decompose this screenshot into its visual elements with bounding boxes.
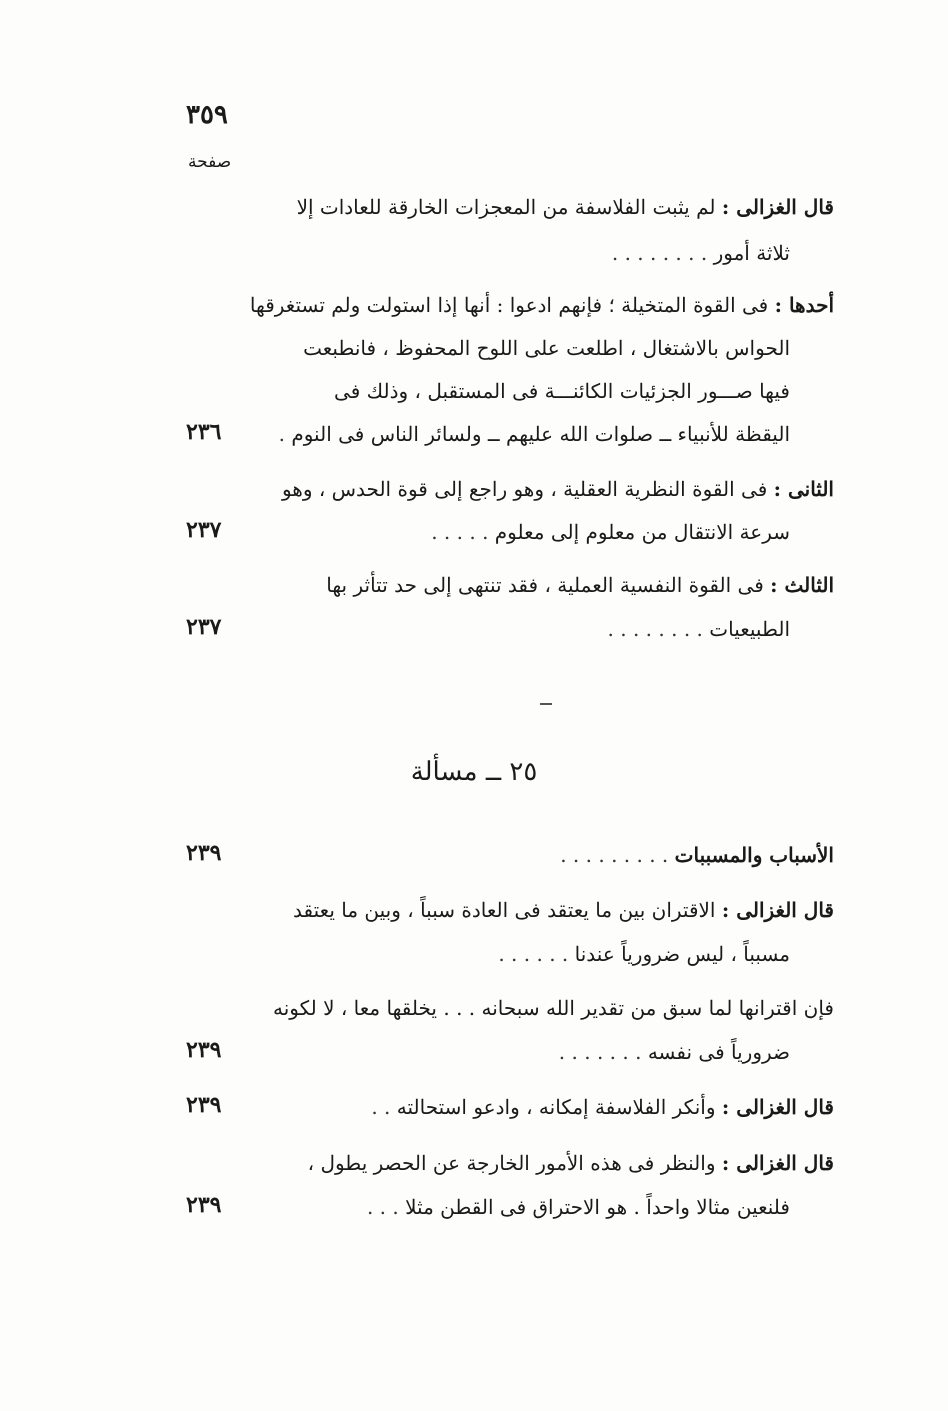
- entry-line: [270, 1037, 790, 1067]
- leader-dots: . . . . .: [431, 520, 489, 544]
- entry-line: [270, 376, 790, 406]
- entry-text: الطبيعيات: [709, 617, 790, 641]
- leader-dots: . . . . . . . .: [607, 617, 703, 641]
- page-column-label: صفحة: [188, 152, 232, 172]
- entry-line: [270, 570, 834, 600]
- entry-text: فلنعين مثالا واحداً . هو الاحتراق فى القطن مثلا: [405, 1195, 790, 1219]
- leader-dots: . . .: [366, 1195, 399, 1219]
- entry-line: [270, 993, 834, 1023]
- entry-text: سرعة الانتقال من معلوم إلى معلوم: [494, 520, 790, 544]
- leader-dots: . .: [371, 1095, 391, 1119]
- entry-text: اليقظة للأنبياء ــ صلوات الله عليهم ــ ولسائر الناس فى النوم: [291, 422, 790, 446]
- entry-lead: أحدها :: [774, 293, 834, 317]
- leader-dots: .: [278, 422, 285, 446]
- entry-lead: قال الغزالى :: [721, 1151, 834, 1175]
- entry-lead: قال الغزالى :: [721, 1095, 834, 1119]
- entry-line: [270, 1192, 790, 1222]
- entry-line: [270, 419, 790, 449]
- leader-dots: . . . . . .: [498, 942, 569, 966]
- page-reference: ٢٣٩: [186, 1192, 222, 1218]
- entry-lead: قال الغزالى :: [721, 898, 834, 922]
- entry-text: الاقتران بين ما يعتقد فى العادة سبباً ، وبين ما يعتقد: [293, 898, 716, 922]
- entry-lead: الأسباب والمسببات: [674, 843, 834, 867]
- entry-lead: الثانى :: [773, 477, 834, 501]
- entry-text: لم يثبت الفلاسفة من المعجزات الخارقة للعادات إلا: [296, 195, 716, 219]
- entry-line: [270, 238, 790, 268]
- page-reference: ٢٣٧: [186, 614, 222, 640]
- page-reference: ٢٣٩: [186, 1037, 222, 1063]
- entry-line: [270, 895, 834, 925]
- entry-line: [270, 474, 834, 504]
- page-reference: ٢٣٧: [186, 517, 222, 543]
- entry-text: فإن اقترانها لما سبق من تقدير الله سبحانه . . . يخلقها معا ، لا لكونه: [272, 996, 834, 1020]
- entry-text: الحواس بالاشتغال ، اطلعت على اللوح المحفوظ ، فانطبعت: [303, 336, 790, 360]
- page-reference: ٢٣٦: [186, 419, 222, 445]
- entry-lead: قال الغزالى :: [721, 195, 834, 219]
- chapter-heading: ٢٥ ــ مسألة: [410, 757, 538, 787]
- entry-line: [249, 290, 834, 320]
- entry-text: فيها صـــور الجزئيات الكائنـــة فى المستقبل ، وذلك فى: [334, 379, 790, 403]
- entry-line: [270, 840, 834, 870]
- leader-dots: . . . . . . . . .: [560, 843, 669, 867]
- entry-text: ثلاثة أمور: [713, 241, 790, 265]
- entry-line: [270, 939, 790, 969]
- entry-line: [270, 1092, 834, 1122]
- page-reference: ٢٣٩: [186, 840, 222, 866]
- entry-text: فى القوة النظرية العقلية ، وهو راجع إلى قوة الحدس ، وهو: [281, 477, 768, 501]
- entry-line: [270, 517, 790, 547]
- separator-mark: [540, 703, 552, 705]
- leader-dots: . . . . . . .: [558, 1040, 642, 1064]
- entry-text: مسبباً ، ليس ضرورياً عندنا: [574, 942, 790, 966]
- page-number: ٣٥٩: [186, 100, 228, 130]
- leader-dots: . . . . . . . .: [611, 241, 708, 265]
- entry-text: ضرورياً فى نفسه: [647, 1040, 790, 1064]
- entry-lead: الثالث :: [770, 573, 834, 597]
- entry-line: [270, 614, 790, 644]
- entry-text: وأنكر الفلاسفة إمكانه ، وادعو استحالته: [396, 1095, 716, 1119]
- entry-text: فى القوة المتخيلة ؛ فإنهم ادعوا : أنها إذا استولت ولم تستغرقها: [249, 293, 769, 317]
- entry-text: والنظر فى هذه الأمور الخارجة عن الحصر يطول ،: [307, 1151, 716, 1175]
- entry-line: [270, 192, 834, 222]
- page-reference: ٢٣٩: [186, 1092, 222, 1118]
- entry-text: فى القوة النفسية العملية ، فقد تنتهى إلى حد تتأثر بها: [326, 573, 764, 597]
- entry-line: [270, 1148, 834, 1178]
- entry-line: [270, 333, 790, 363]
